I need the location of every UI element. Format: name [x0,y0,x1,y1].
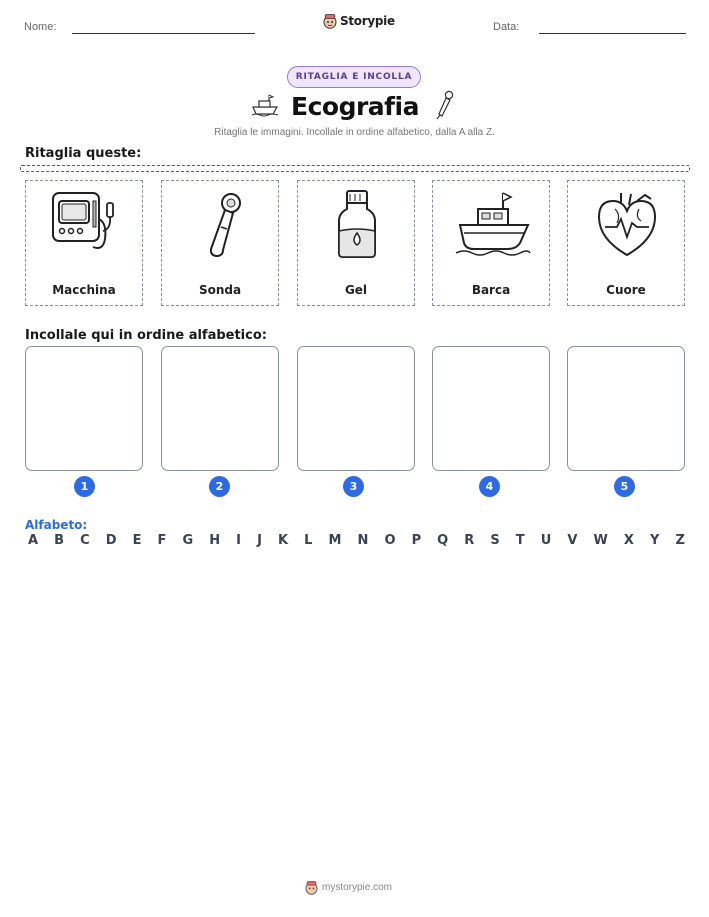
paste-slot-3[interactable] [297,346,415,471]
paste-slot-2[interactable] [161,346,279,471]
gel-bottle-icon [317,189,397,259]
page-title: Ecografia [291,92,419,121]
alphabet-letter: Q [437,533,449,548]
alphabet-letter: J [257,533,262,548]
cutout-card-barca[interactable] [432,180,550,306]
slot-number-badge: 3 [343,476,364,497]
alphabet-letter: T [515,533,525,548]
storypie-mascot-icon [323,13,337,29]
name-line[interactable] [72,33,255,34]
card-label: Macchina [52,283,116,297]
alphabet-letter: F [157,533,167,548]
date-line[interactable] [539,33,686,34]
slot-number-badge: 2 [209,476,230,497]
card-label: Cuore [606,283,646,297]
alphabet-letter: A [28,533,39,548]
alphabet-letter: V [567,533,578,548]
alphabet-letter: I [236,533,242,548]
alphabet-letter: U [540,533,552,548]
alphabet-letter: P [411,533,422,548]
cutout-card-sonda[interactable] [161,180,279,306]
paste-slot-4[interactable] [432,346,550,471]
alphabet-letter: R [464,533,475,548]
alphabet-letter: Y [649,533,660,548]
alphabet-heading: Alfabeto: [25,518,88,532]
cut-section-heading: Ritaglia queste: [25,146,142,161]
alphabet-letter: N [357,533,369,548]
paste-slot-5[interactable] [567,346,685,471]
cutout-card-gel[interactable] [297,180,415,306]
ultrasound-machine-icon [45,189,125,259]
boat-icon [452,189,532,259]
paste-section-heading: Incollale qui in ordine alfabetico: [25,328,267,343]
brand-logo [323,13,395,29]
instructions: Ritaglia le immagini. Incollale in ordine alfabetico, dalla A alla Z. [214,127,495,138]
paste-slot-1[interactable] [25,346,143,471]
cutout-card-cuore[interactable] [567,180,685,306]
alphabet-letter: O [384,533,396,548]
date-label: Data: [493,21,520,33]
alphabet-letter: S [490,533,500,548]
alphabet-letter: M [328,533,342,548]
slot-number-badge: 4 [479,476,500,497]
footer [305,880,392,895]
probe-icon [430,90,456,120]
alphabet-letter: G [182,533,194,548]
card-label: Barca [471,283,511,297]
brand-name: Storypie [340,14,395,28]
alphabet-letter: K [277,533,289,548]
cut-line[interactable] [20,165,690,172]
slot-number-badge: 1 [74,476,95,497]
footer-url[interactable]: mystorypie.com [322,882,393,893]
card-label: Gel [344,283,368,297]
alphabet-letter: E [132,533,142,548]
name-label: Nome: [24,21,57,33]
cutout-card-macchina[interactable] [25,180,143,306]
alphabet-letter: D [105,533,117,548]
alphabet-letter: W [593,533,608,548]
slot-number-badge: 5 [614,476,635,497]
boat-icon [251,93,279,117]
probe-icon [181,189,261,259]
alphabet-letter: Z [675,533,685,548]
card-label: Sonda [198,283,242,297]
storypie-mascot-icon [305,880,318,895]
alphabet-letter: L [304,533,313,548]
alphabet-letter: X [623,533,634,548]
alphabet-letter: C [80,533,90,548]
alphabet-letter: B [54,533,65,548]
activity-badge: RITAGLIA E INCOLLA [287,66,421,88]
alphabet-letter: H [209,533,221,548]
heart-icon [587,189,667,259]
alphabet-row [28,533,685,548]
